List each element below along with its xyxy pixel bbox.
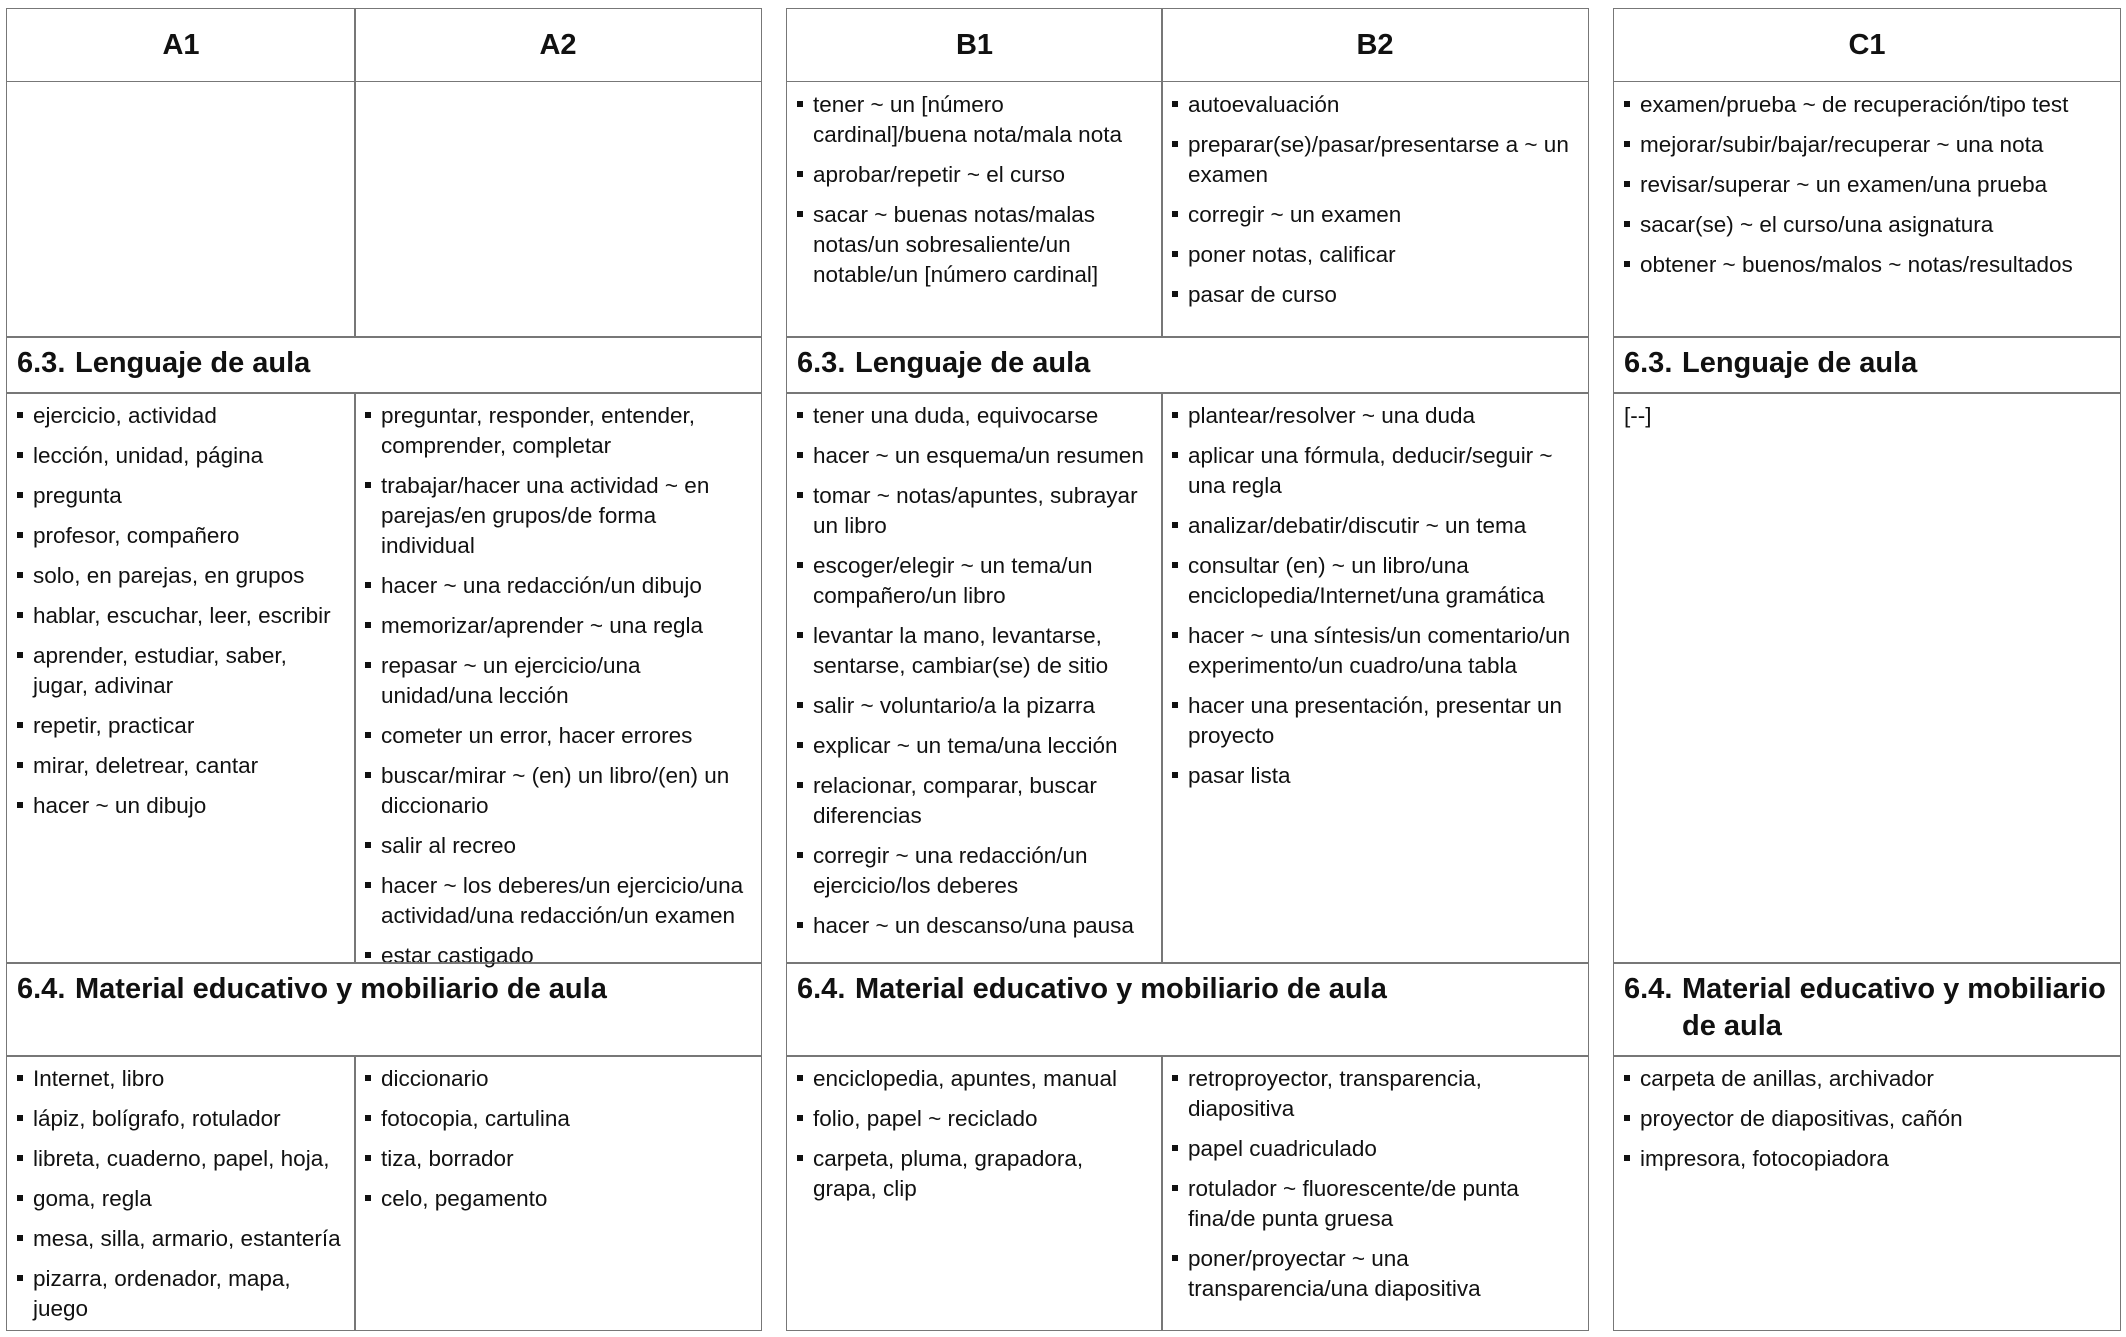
list-item: carpeta, pluma, grapadora, grapa, clip [797,1144,1152,1204]
list-item: consultar (en) ~ un libro/una enciclopedia/Internet/una gramática [1172,551,1578,611]
level-header-c1: C1 [1613,8,2121,82]
level-header-a1: A1 [6,8,356,82]
section-heading-6-4 [786,962,1589,1057]
list-item: aplicar una fórmula, deducir/seguir ~ una regla [1172,441,1578,501]
material-cell-b1 [786,1055,1163,1331]
list-item: pasar de curso [1172,280,1578,310]
top-cell-b1 [786,81,1163,338]
list-item: fotocopia, cartulina [365,1104,751,1134]
list-item: folio, papel ~ reciclado [797,1104,1152,1134]
panel-a1-a2 [6,8,762,1331]
empty-placeholder: [--] [1624,403,1652,428]
level-header-a2: A2 [354,8,762,82]
list-item: tener ~ un [número cardinal]/buena nota/mala nota [797,90,1152,150]
material-cell-a2 [354,1055,762,1331]
list-item: hacer ~ un dibujo [17,791,345,821]
term-list [365,1064,751,1214]
list-item: proyector de diapositivas, cañón [1624,1104,2110,1134]
list-item: tomar ~ notas/apuntes, subrayar un libro [797,481,1152,541]
list-item: impresora, fotocopiadora [1624,1144,2110,1174]
lenguaje-cell-c1 [1613,392,2121,964]
section-number: 6.3. [797,347,846,379]
list-item: poner/proyectar ~ una transparencia/una diapositiva [1172,1244,1578,1304]
section-number: 6.4. [17,973,66,1005]
panel-c1 [1613,8,2121,1331]
list-item: analizar/debatir/discutir ~ un tema [1172,511,1578,541]
section-title: Material educativo y mobiliario de aula [1682,973,2106,1042]
list-item: hacer ~ una síntesis/un comentario/un experimento/un cuadro/una tabla [1172,621,1578,681]
list-item: repasar ~ un ejercicio/una unidad/una lección [365,651,751,711]
section-heading-6-3 [6,336,762,394]
list-item: lección, unidad, página [17,441,345,471]
list-item: hablar, escuchar, leer, escribir [17,601,345,631]
term-list [1172,1064,1578,1304]
term-list [1172,401,1578,791]
list-item: hacer ~ un esquema/un resumen [797,441,1152,471]
list-item: trabajar/hacer una actividad ~ en parejas/en grupos/de forma individual [365,471,751,561]
list-item: sacar ~ buenas notas/malas notas/un sobresaliente/un notable/un [número cardinal] [797,200,1152,290]
list-item: autoevaluación [1172,90,1578,120]
list-item: corregir ~ una redacción/un ejercicio/los deberes [797,841,1152,901]
list-item: mesa, silla, armario, estantería [17,1224,345,1254]
list-item: mejorar/subir/bajar/recuperar ~ una nota [1624,130,2110,160]
term-list [797,401,1152,941]
list-item: aprender, estudiar, saber, jugar, adivinar [17,641,345,701]
section-number: 6.3. [17,347,66,379]
list-item: rotulador ~ fluorescente/de punta fina/de punta gruesa [1172,1174,1578,1234]
list-item: celo, pegamento [365,1184,751,1214]
list-item: preguntar, responder, entender, comprender, completar [365,401,751,461]
section-title: Lenguaje de aula [1682,347,1918,379]
section-title: Lenguaje de aula [75,347,311,379]
term-list [1624,90,2110,280]
section-heading-6-4 [6,962,762,1057]
list-item: poner notas, calificar [1172,240,1578,270]
section-heading-6-4 [1613,962,2121,1057]
list-item: relacionar, comparar, buscar diferencias [797,771,1152,831]
list-item: preparar(se)/pasar/presentarse a ~ un examen [1172,130,1578,190]
term-list [1172,90,1578,310]
section-heading-6-3 [786,336,1589,394]
lenguaje-cell-a1 [6,392,356,964]
list-item: pregunta [17,481,345,511]
list-item: revisar/superar ~ un examen/una prueba [1624,170,2110,200]
level-header-b1: B1 [786,8,1163,82]
list-item: buscar/mirar ~ (en) un libro/(en) un diccionario [365,761,751,821]
section-title: Lenguaje de aula [855,347,1091,379]
lenguaje-cell-b1 [786,392,1163,964]
list-item: hacer ~ un descanso/una pausa [797,911,1152,941]
list-item: lápiz, bolígrafo, rotulador [17,1104,345,1134]
list-item: tener una duda, equivocarse [797,401,1152,431]
term-list [797,1064,1152,1204]
panel-b1-b2 [786,8,1589,1331]
list-item: salir al recreo [365,831,751,861]
term-list [797,90,1152,290]
list-item: obtener ~ buenos/malos ~ notas/resultados [1624,250,2110,280]
term-list [17,401,345,821]
list-item: explicar ~ un tema/una lección [797,731,1152,761]
term-list [17,1064,345,1324]
list-item: estar castigado [365,941,751,971]
material-cell-b2 [1161,1055,1589,1331]
term-list [365,401,751,971]
list-item: goma, regla [17,1184,345,1214]
list-item: salir ~ voluntario/a la pizarra [797,691,1152,721]
list-item: profesor, compañero [17,521,345,551]
list-item: repetir, practicar [17,711,345,741]
list-item: tiza, borrador [365,1144,751,1174]
list-item: pasar lista [1172,761,1578,791]
list-item: diccionario [365,1064,751,1094]
list-item: memorizar/aprender ~ una regla [365,611,751,641]
term-list [1624,1064,2110,1174]
list-item: solo, en parejas, en grupos [17,561,345,591]
list-item: ejercicio, actividad [17,401,345,431]
list-item: aprobar/repetir ~ el curso [797,160,1152,190]
list-item: mirar, deletrear, cantar [17,751,345,781]
list-item: enciclopedia, apuntes, manual [797,1064,1152,1094]
list-item: plantear/resolver ~ una duda [1172,401,1578,431]
material-cell-c1 [1613,1055,2121,1331]
lenguaje-cell-b2 [1161,392,1589,964]
material-cell-a1 [6,1055,356,1331]
section-title: Material educativo y mobiliario de aula [855,973,1387,1005]
list-item: papel cuadriculado [1172,1134,1578,1164]
list-item: retroproyector, transparencia, diapositiva [1172,1064,1578,1124]
list-item: pizarra, ordenador, mapa, juego [17,1264,345,1324]
list-item: cometer un error, hacer errores [365,721,751,751]
lenguaje-cell-a2 [354,392,762,968]
level-header-b2: B2 [1161,8,1589,82]
list-item: examen/prueba ~ de recuperación/tipo test [1624,90,2110,120]
list-item: Internet, libro [17,1064,345,1094]
section-heading-6-3 [1613,336,2121,394]
list-item: hacer ~ los deberes/un ejercicio/una actividad/una redacción/un examen [365,871,751,931]
list-item: hacer ~ una redacción/un dibujo [365,571,751,601]
section-number: 6.4. [797,973,846,1005]
list-item: libreta, cuaderno, papel, hoja, [17,1144,345,1174]
section-title: Material educativo y mobiliario de aula [75,973,607,1005]
top-cell-c1 [1613,81,2121,338]
list-item: hacer una presentación, presentar un proyecto [1172,691,1578,751]
list-item: escoger/elegir ~ un tema/un compañero/un libro [797,551,1152,611]
list-item: sacar(se) ~ el curso/una asignatura [1624,210,2110,240]
list-item: carpeta de anillas, archivador [1624,1064,2110,1094]
list-item: corregir ~ un examen [1172,200,1578,230]
top-cell-a2 [354,81,762,338]
top-cell-a1 [6,81,356,338]
top-cell-b2 [1161,81,1589,338]
list-item: levantar la mano, levantarse, sentarse, cambiar(se) de sitio [797,621,1152,681]
section-number: 6.3. [1624,347,1673,379]
section-number: 6.4. [1624,973,1673,1005]
